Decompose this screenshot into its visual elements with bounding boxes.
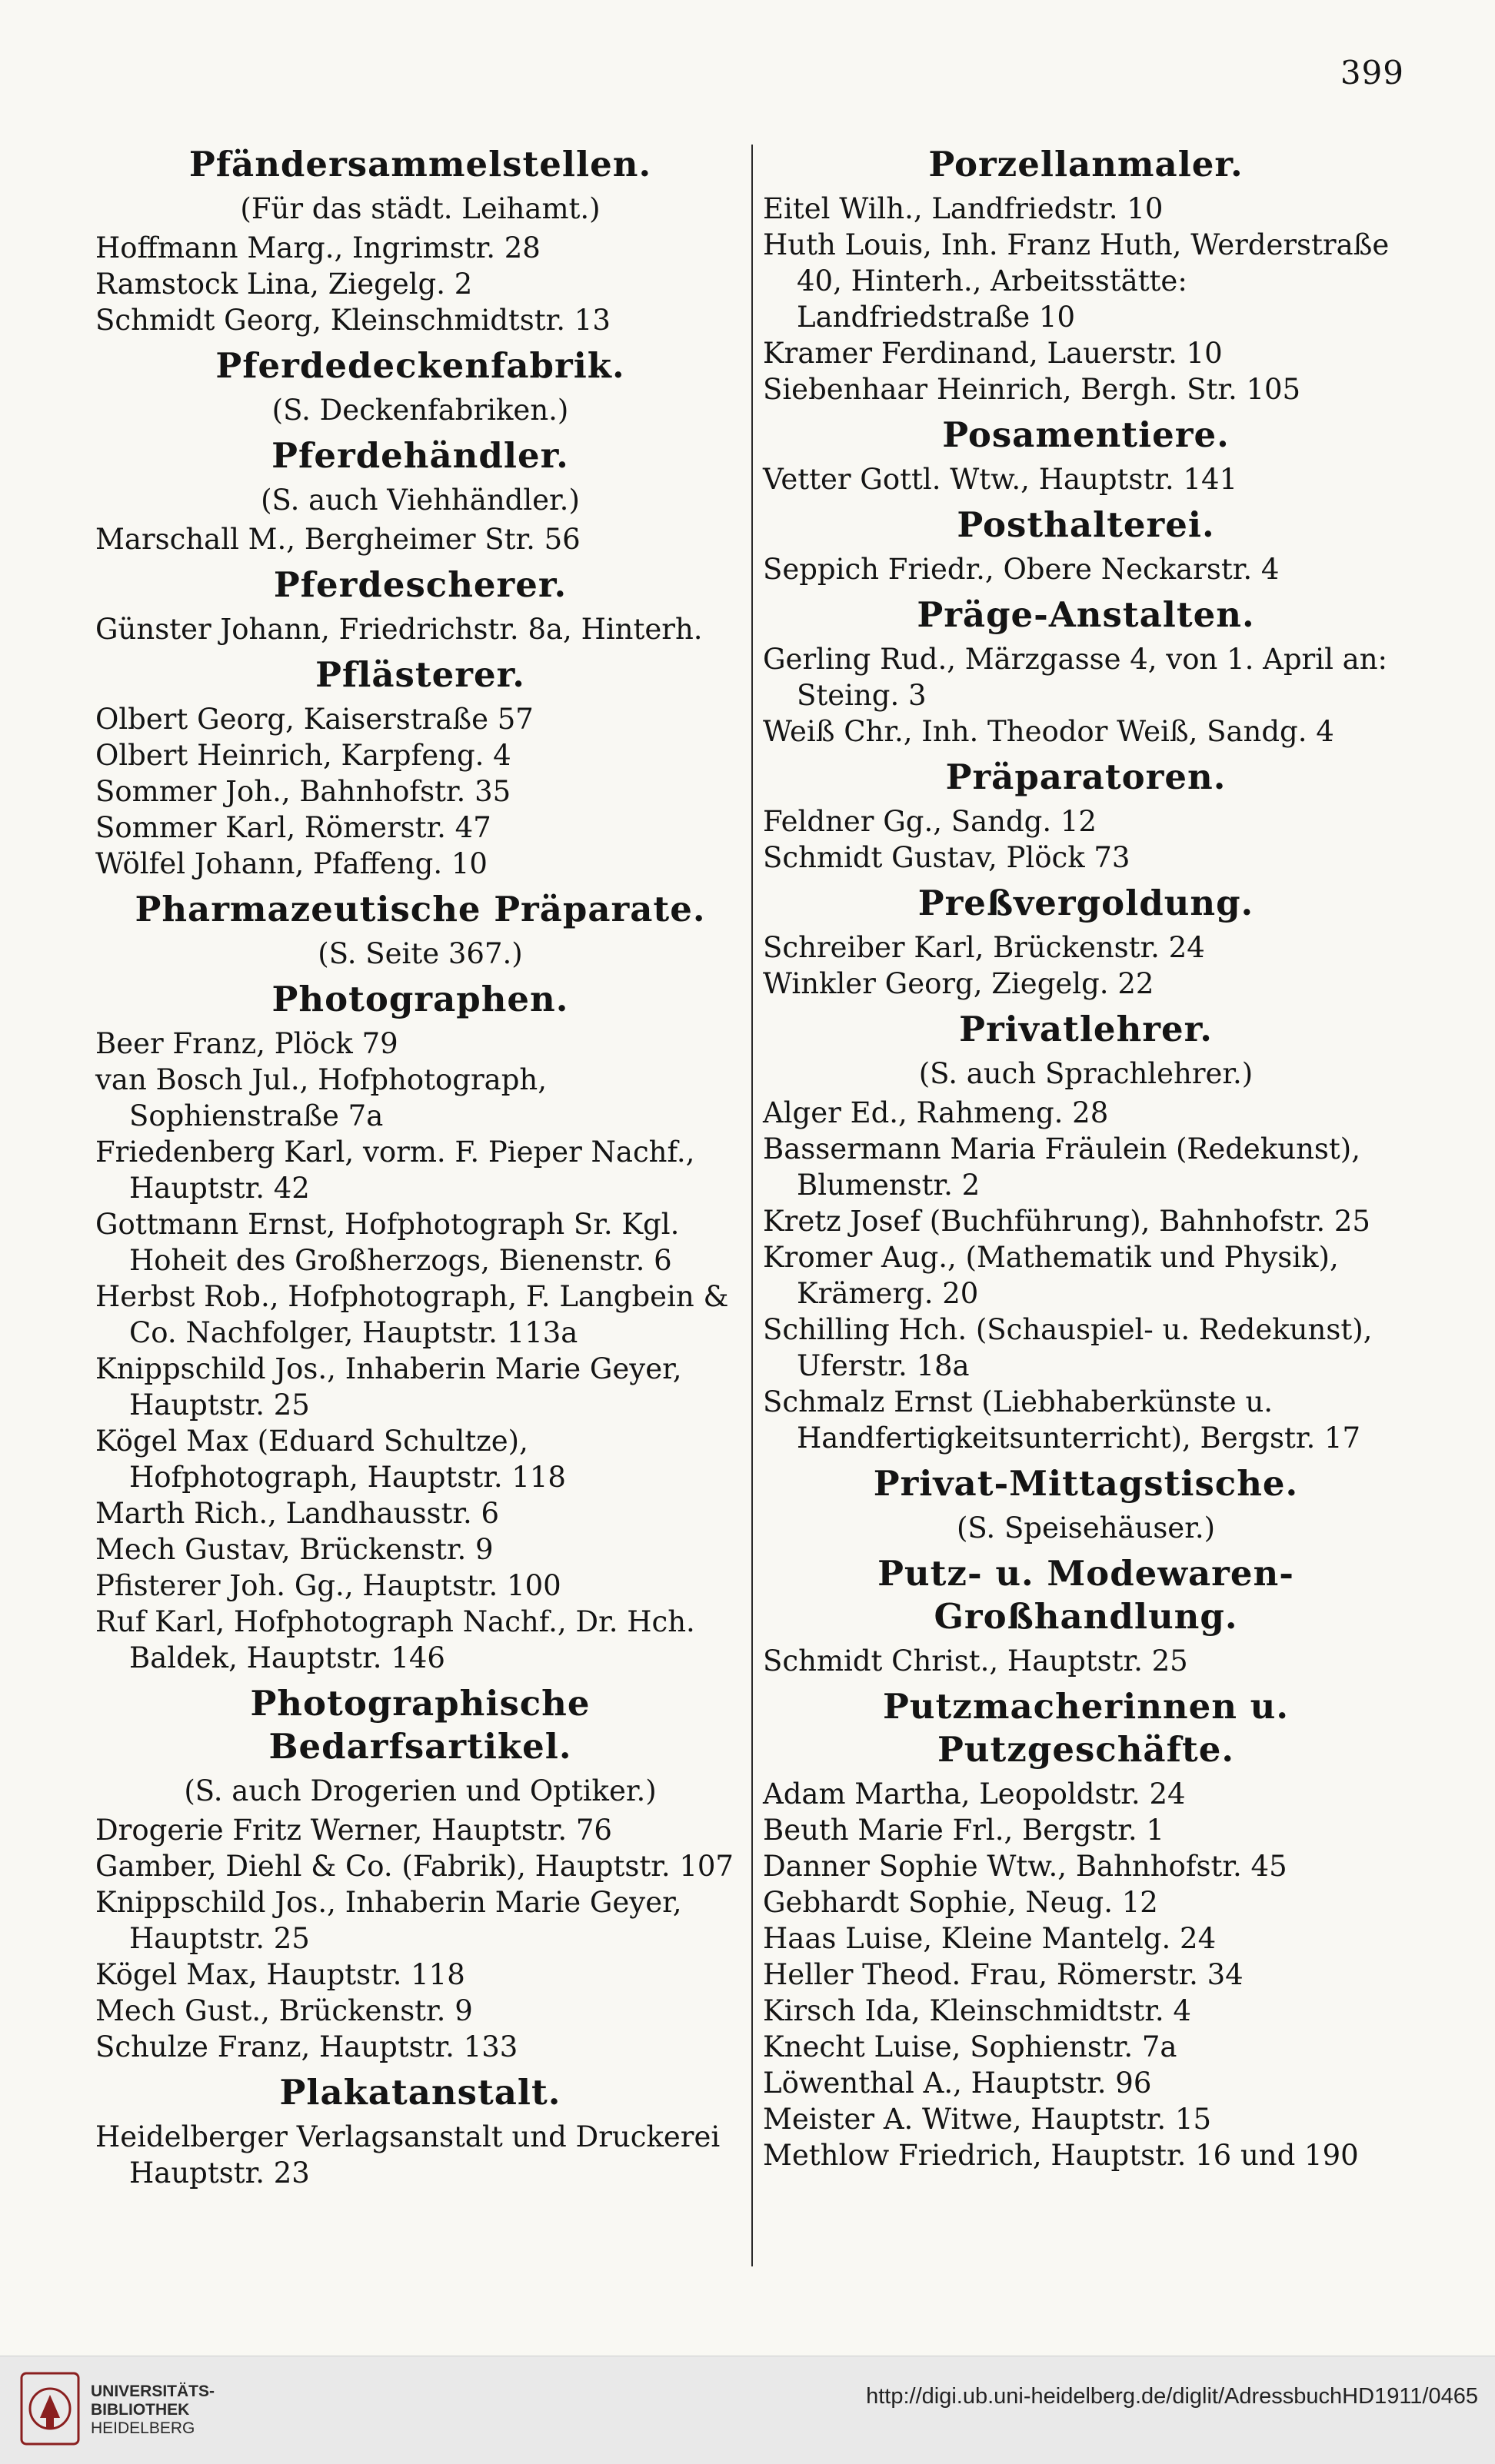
directory-entry: Hoffmann Marg., Ingrimstr. 28 — [95, 231, 541, 264]
section-heading: Photographen. — [271, 979, 569, 1019]
directory-entry: Siebenhaar Heinrich, Bergh. Str. 105 — [763, 373, 1301, 406]
directory-entry: van Bosch Jul., Hofphotograph, Sophienstraße 7a — [95, 1063, 547, 1132]
directory-entry: Gottmann Ernst, Hofphotograph Sr. Kgl. Hoheit des Großherzogs, Bienenstr. 6 — [95, 1208, 680, 1277]
directory-entry: Haas Luise, Kleine Mantelg. 24 — [763, 1922, 1217, 1955]
section-heading: Posthalterei. — [957, 504, 1215, 545]
directory-entry: Vetter Gottl. Wtw., Hauptstr. 141 — [763, 463, 1238, 496]
section-note: (S. auch Viehhändler.) — [261, 484, 580, 517]
section-heading: Porzellanmaler. — [928, 144, 1244, 185]
directory-entry: Schmidt Gustav, Plöck 73 — [763, 841, 1130, 874]
directory-entry: Schulze Franz, Hauptstr. 133 — [95, 2030, 518, 2063]
directory-entry: Meister A. Witwe, Hauptstr. 15 — [763, 2103, 1212, 2136]
directory-entry: Kögel Max (Eduard Schultze), Hofphotograph, Hauptstr. 118 — [95, 1425, 566, 1494]
directory-entry: Seppich Friedr., Obere Neckarstr. 4 — [763, 553, 1280, 586]
section-heading: Privatlehrer. — [959, 1009, 1213, 1049]
directory-entry: Herbst Rob., Hofphotograph, F. Langbein & Co. Nachfolger, Hauptstr. 113a — [95, 1280, 729, 1349]
directory-entry: Olbert Heinrich, Karpfeng. 4 — [95, 739, 511, 772]
directory-entry: Beuth Marie Frl., Bergstr. 1 — [763, 1814, 1164, 1847]
directory-entry: Schmidt Christ., Hauptstr. 25 — [763, 1644, 1188, 1678]
directory-entry: Kirsch Ida, Kleinschmidtstr. 4 — [763, 1994, 1191, 2027]
column-divider — [751, 145, 753, 2266]
library-name-line: HEIDELBERG — [91, 2419, 195, 2437]
directory-entry: Gebhardt Sophie, Neug. 12 — [763, 1886, 1158, 1919]
directory-entry: Knippschild Jos., Inhaberin Marie Geyer, Hauptstr. 25 — [95, 1352, 682, 1422]
directory-entry: Schmalz Ernst (Liebhaberkünste u. Handfertigkeitsunterricht), Bergstr. 17 — [763, 1385, 1361, 1455]
section-heading: Pharmazeutische Präparate. — [135, 889, 706, 929]
directory-entry: Löwenthal A., Hauptstr. 96 — [763, 2067, 1152, 2100]
directory-entry: Knecht Luise, Sophienstr. 7a — [763, 2030, 1177, 2063]
directory-entry: Schreiber Karl, Brückenstr. 24 — [763, 931, 1205, 964]
section-note: (S. auch Drogerien und Optiker.) — [184, 1774, 657, 1807]
directory-entry: Gamber, Diehl & Co. (Fabrik), Hauptstr. 107 — [95, 1850, 734, 1883]
library-name-line: UNIVERSITÄTS- — [91, 2383, 215, 2400]
directory-entry: Günster Johann, Friedrichstr. 8a, Hinterh. — [95, 613, 703, 646]
directory-entry: Adam Martha, Leopoldstr. 24 — [763, 1777, 1186, 1811]
section-note: (S. Seite 367.) — [318, 937, 523, 970]
directory-entry: Huth Louis, Inh. Franz Huth, Werderstraße 40, Hinterh., Arbeitsstätte: Landfriedstraße 10 — [763, 228, 1390, 334]
directory-entry: Feldner Gg., Sandg. 12 — [763, 805, 1097, 838]
directory-entry: Weiß Chr., Inh. Theodor Weiß, Sandg. 4 — [763, 715, 1334, 748]
page-number: 399 — [1340, 54, 1404, 91]
library-name — [91, 2383, 215, 2438]
section-note: (S. Speisehäuser.) — [956, 1511, 1216, 1545]
section-heading: Präge-Anstalten. — [917, 594, 1255, 635]
section-heading: Pferdedeckenfabrik. — [215, 345, 625, 386]
directory-entry: Marth Rich., Landhausstr. 6 — [95, 1497, 500, 1530]
section-heading: Pfändersammelstellen. — [188, 144, 652, 185]
directory-entry: Beer Franz, Plöck 79 — [95, 1027, 398, 1060]
section-heading: Putzmacherinnen u. Putzgeschäfte. — [882, 1686, 1290, 1770]
directory-entry: Sommer Joh., Bahnhofstr. 35 — [95, 775, 511, 808]
directory-entry: Olbert Georg, Kaiserstraße 57 — [95, 703, 534, 736]
directory-entry: Gerling Rud., Märzgasse 4, von 1. April an: Steing. 3 — [763, 643, 1388, 712]
directory-entry: Heidelberger Verlagsanstalt und Druckerei Hauptstr. 23 — [95, 2120, 721, 2190]
library-seal-icon — [17, 2367, 83, 2450]
directory-entry: Mech Gust., Brückenstr. 9 — [95, 1994, 473, 2027]
section-heading: Pferdehändler. — [271, 435, 569, 476]
directory-entry: Schilling Hch. (Schauspiel- u. Redekunst), Uferstr. 18a — [763, 1313, 1373, 1382]
directory-entry: Knippschild Jos., Inhaberin Marie Geyer, Hauptstr. 25 — [95, 1886, 682, 1955]
directory-entry: Eitel Wilh., Landfriedstr. 10 — [763, 192, 1164, 225]
directory-entry: Winkler Georg, Ziegelg. 22 — [763, 967, 1154, 1000]
section-heading: Pferdescherer. — [273, 564, 568, 605]
directory-entry: Alger Ed., Rahmeng. 28 — [763, 1096, 1109, 1129]
section-heading: Putz- u. Modewaren-Großhandlung. — [877, 1553, 1294, 1637]
left-column — [95, 137, 745, 2191]
directory-entry: Wölfel Johann, Pfaffeng. 10 — [95, 847, 488, 880]
directory-entry: Kögel Max, Hauptstr. 118 — [95, 1958, 465, 1991]
directory-entry: Pfisterer Joh. Gg., Hauptstr. 100 — [95, 1569, 561, 1602]
section-heading: Pflästerer. — [315, 654, 525, 695]
directory-entry: Methlow Friedrich, Hauptstr. 16 und 190 — [763, 2139, 1359, 2172]
directory-entry: Danner Sophie Wtw., Bahnhofstr. 45 — [763, 1850, 1287, 1883]
directory-entry: Kromer Aug., (Mathematik und Physik), Krämerg. 20 — [763, 1241, 1339, 1310]
section-heading: Preßvergoldung. — [917, 883, 1254, 923]
section-note: (S. auch Sprachlehrer.) — [918, 1057, 1254, 1090]
directory-entry: Friedenberg Karl, vorm. F. Pieper Nachf., Hauptstr. 42 — [95, 1136, 695, 1205]
directory-entry: Heller Theod. Frau, Römerstr. 34 — [763, 1958, 1244, 1991]
section-heading: Präparatoren. — [945, 756, 1227, 797]
directory-entry: Marschall M., Bergheimer Str. 56 — [95, 523, 581, 556]
directory-entry: Mech Gustav, Brückenstr. 9 — [95, 1533, 494, 1566]
directory-entry: Kretz Josef (Buchführung), Bahnhofstr. 25 — [763, 1205, 1370, 1238]
section-note: (S. Deckenfabriken.) — [271, 394, 569, 427]
section-heading: Plakatanstalt. — [279, 2072, 561, 2113]
section-note: (Für das städt. Leihamt.) — [240, 192, 601, 225]
source-url[interactable]: http://digi.ub.uni-heidelberg.de/diglit/AdressbuchHD1911/0465 — [866, 2384, 1478, 2409]
directory-entry: Drogerie Fritz Werner, Hauptstr. 76 — [95, 1814, 612, 1847]
library-name-line: BIBLIOTHEK — [91, 2401, 190, 2419]
directory-entry: Schmidt Georg, Kleinschmidtstr. 13 — [95, 304, 611, 337]
directory-entry: Kramer Ferdinand, Lauerstr. 10 — [763, 337, 1223, 370]
section-heading: Photographische Bedarfsartikel. — [250, 1683, 591, 1767]
footer-bar — [0, 2356, 1495, 2464]
directory-entry: Sommer Karl, Römerstr. 47 — [95, 811, 491, 844]
right-column — [763, 137, 1409, 2173]
directory-entry: Ruf Karl, Hofphotograph Nachf., Dr. Hch. Baldek, Hauptstr. 146 — [95, 1605, 695, 1674]
section-heading: Posamentiere. — [942, 414, 1230, 455]
directory-entry: Ramstock Lina, Ziegelg. 2 — [95, 268, 473, 301]
directory-entry: Bassermann Maria Fräulein (Redekunst), Blumenstr. 2 — [763, 1132, 1360, 1202]
section-heading: Privat-Mittagstische. — [873, 1463, 1299, 1504]
